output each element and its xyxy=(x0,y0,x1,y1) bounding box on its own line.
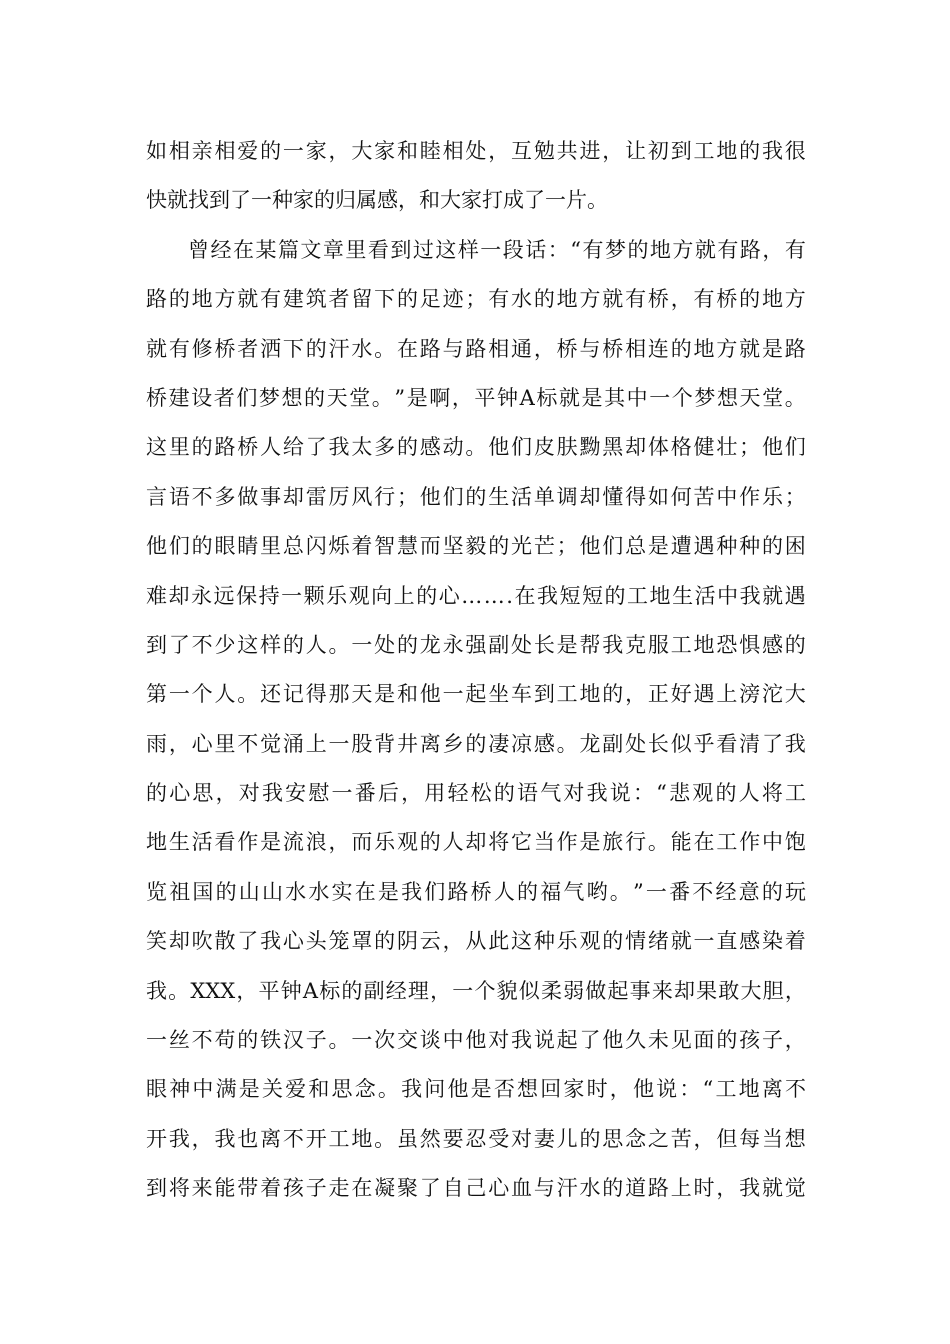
text-line: 如 相 亲 相 爱 的 一 家 ， 大 家 和 睦 相 处 ， 互 勉 共 进 ， 让 初 到 工 地 的 我 很 xyxy=(146,139,806,163)
text-line: 桥 建 设 者 们 梦 想 的 天 堂 。 ” 是 啊 ， 平 钟 A 标 就 是 其 中 一 个 梦 想 天 堂 。 xyxy=(146,385,806,410)
text-line: 就 有 修 桥 者 洒 下 的 汗 水 。 在 路 与 路 相 通 ， 桥 与 桥 相 连 的 地 方 就 是 路 xyxy=(146,336,806,361)
text-line-content: 快就找到了一种家的归属感，和大家打成了一片。 xyxy=(146,188,608,213)
text-line: 到 将 来 能 带 着 孩 子 走 在 凝 聚 了 自 己 心 血 与 汗 水 的 道 路 上 时 ， 我 就 觉 xyxy=(146,1176,806,1201)
text-line: 雨 ， 心 里 不 觉 涌 上 一 股 背 井 离 乡 的 凄 凉 感 。 龙 副 处 长 似 乎 看 清 了 我 xyxy=(146,731,806,756)
text-line: 言 语 不 多 做 事 却 雷 厉 风 行 ； 他 们 的 生 活 单 调 却 懂 得 如 何 苦 中 作 乐 ； xyxy=(146,484,806,509)
text-line xyxy=(146,176,806,225)
text-line: 这 里 的 路 桥 人 给 了 我 太 多 的 感 动 。 他 们 皮 肤 黝 黑 却 体 格 健 壮 ； 他 们 xyxy=(146,435,806,460)
text-line: 到 了 不 少 这 样 的 人 。 一 处 的 龙 永 强 副 处 长 是 帮 我 克 服 工 地 恐 惧 感 的 xyxy=(146,632,806,657)
body-text xyxy=(146,127,806,1214)
text-line: 笑 却 吹 散 了 我 心 头 笼 罩 的 阴 云 ， 从 此 这 种 乐 观 的 情 绪 就 一 直 感 染 着 xyxy=(146,929,806,954)
text-line: 曾 经 在 某 篇 文 章 里 看 到 过 这 样 一 段 话 ： “ 有 梦 的 地 方 就 有 路 ， 有 xyxy=(188,237,806,262)
text-line: 他 们 的 眼 睛 里 总 闪 烁 着 智 慧 而 坚 毅 的 光 芒 ； 他 们 总 是 遭 遇 种 种 的 困 xyxy=(146,534,806,559)
text-line: 地 生 活 看 作 是 流 浪 ， 而 乐 观 的 人 却 将 它 当 作 是 旅 行 。 能 在 工 作 中 饱 xyxy=(146,830,806,855)
text-line: 难 却 永 远 保 持 一 颗 乐 观 向 上 的 心 … … . 在 我 短 短 的 工 地 生 活 中 我 就 遇 xyxy=(146,583,806,608)
text-line: 一 丝 不 苟 的 铁 汉 子 。 一 次 交 谈 中 他 对 我 说 起 了 他 久 未 见 面 的 孩 子 ， xyxy=(146,1028,806,1053)
text-line: 第 一 个 人 。 还 记 得 那 天 是 和 他 一 起 坐 车 到 工 地 的 ， 正 好 遇 上 滂 沱 大 xyxy=(146,682,806,707)
text-line: 我 。 XXX ， 平 钟 A 标 的 副 经 理 ， 一 个 貌 似 柔 弱 做 起 事 来 却 果 敢 大 胆 ， xyxy=(146,978,806,1003)
text-line: 路 的 地 方 就 有 建 筑 者 留 下 的 足 迹 ； 有 水 的 地 方 就 有 桥 ， 有 桥 的 地 方 xyxy=(146,287,806,312)
text-line: 的 心 思 ， 对 我 安 慰 一 番 后 ， 用 轻 松 的 语 气 对 我 说 ： “ 悲 观 的 人 将 工 xyxy=(146,781,806,806)
text-line: 开 我 ， 我 也 离 不 开 工 地 。 虽 然 要 忍 受 对 妻 儿 的 思 念 之 苦 ， 但 每 当 想 xyxy=(146,1126,806,1151)
text-line: 览 祖 国 的 山 山 水 水 实 在 是 我 们 路 桥 人 的 福 气 哟 。 ” 一 番 不 经 意 的 玩 xyxy=(146,879,806,904)
text-line: 眼 神 中 满 是 关 爱 和 思 念 。 我 问 他 是 否 想 回 家 时 ， 他 说 ： “ 工 地 离 不 xyxy=(146,1077,806,1102)
